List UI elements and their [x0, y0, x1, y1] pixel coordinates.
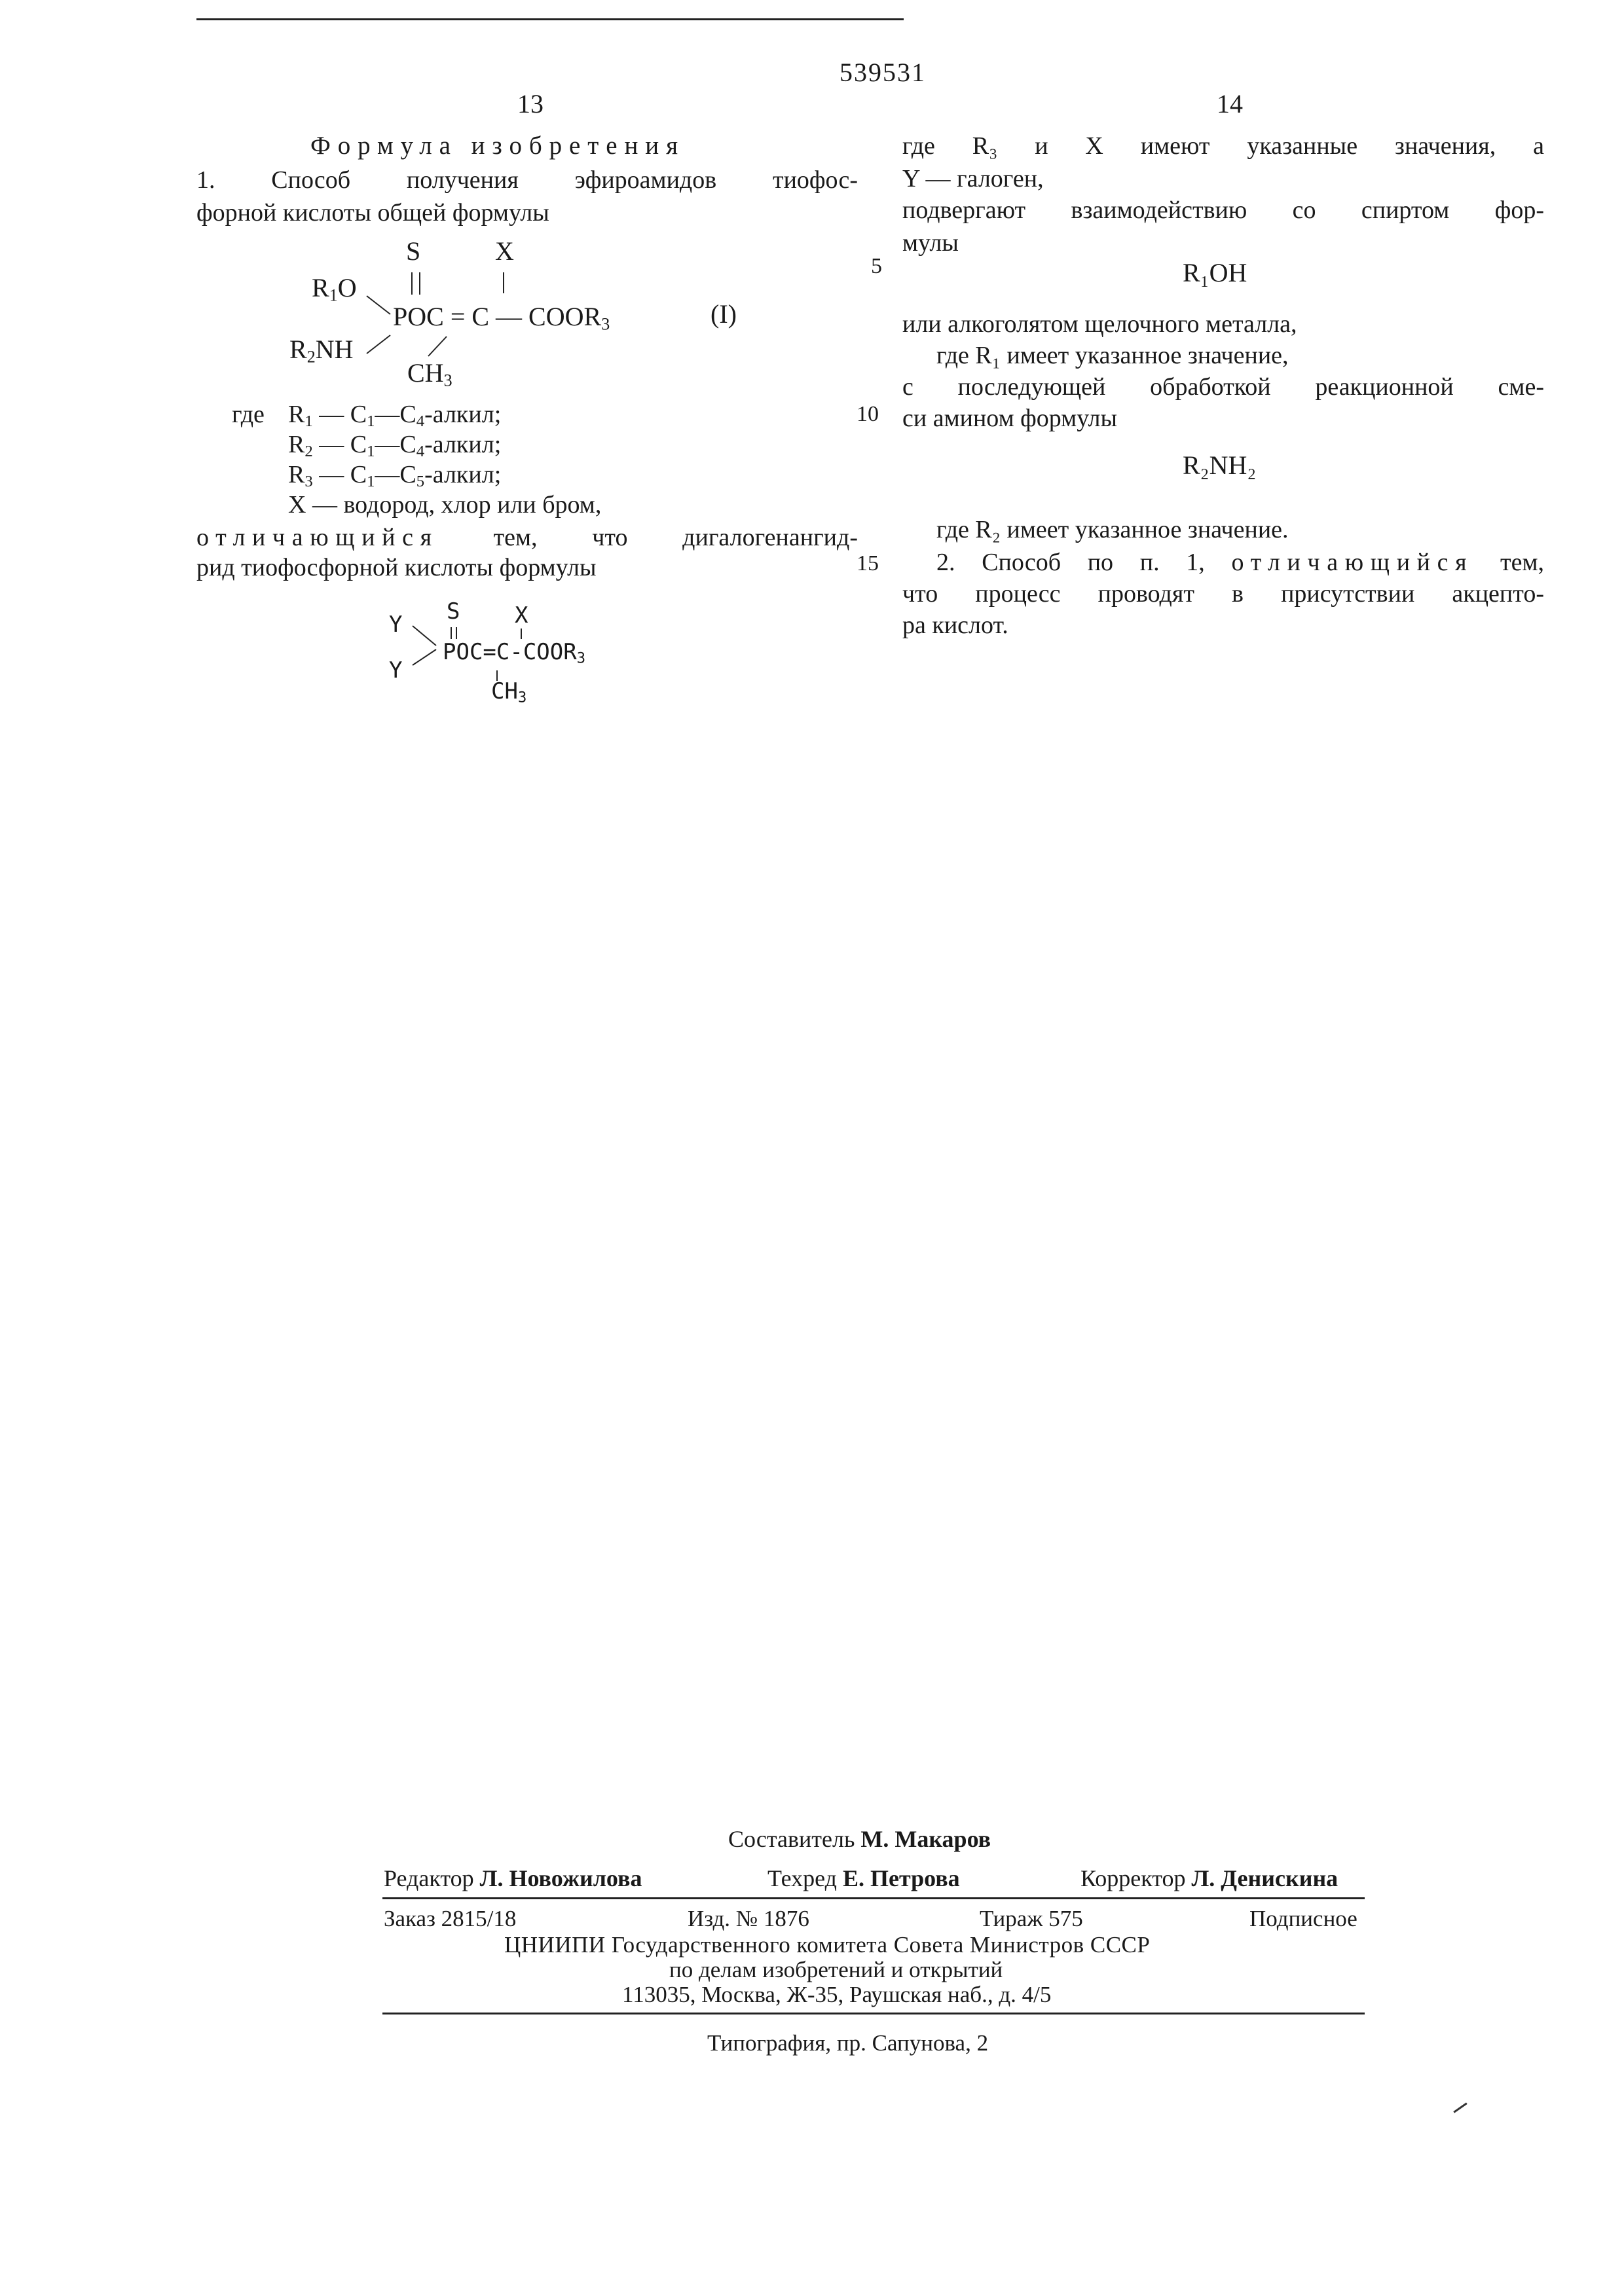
def-r3: $R_3$ — $C_1—C_5$-алкил; — [288, 461, 502, 491]
formula-2-methyl: $CH_3$ — [491, 678, 527, 706]
formula-r1oh: R₁OH — [1183, 258, 1247, 287]
formula-1-r2nh: $R_2NH$ — [289, 335, 354, 367]
right-line3: подвергают взаимодействию со спиртом фор- — [902, 196, 1544, 224]
imprint-order: Заказ 2815/18 — [384, 1906, 517, 1931]
formula-1-sulfur: S — [406, 236, 421, 266]
formula-1-double-bond — [411, 272, 420, 295]
formula-2-sulfur: S — [447, 598, 460, 625]
def-x: X — водород, хлор или бром, — [288, 491, 602, 519]
right-line9: где R₂ имеет указанное значение. — [936, 516, 1289, 543]
formula-2 — [386, 589, 701, 714]
formula-2-x: X — [515, 602, 528, 629]
formula-1 — [262, 236, 773, 393]
imprint-rule-top — [382, 1897, 1365, 1899]
line-number-15: 15 — [857, 551, 879, 575]
claim2-line2: что процесс проводят в присутствии акцепто- — [902, 580, 1544, 608]
right-line6: где R₁ имеет указанное значение, — [936, 342, 1289, 369]
imprint-edition: Изд. № 1876 — [688, 1906, 809, 1931]
formula-2-single-bond — [521, 629, 522, 639]
imprint-org-line1: ЦНИИПИ Государственного комитета Совета Министров СССР — [504, 1932, 1151, 1958]
def-where: где — [232, 401, 265, 428]
imprint-address: 113035, Москва, Ж-35, Раушская наб., д. 4/5 — [622, 1982, 1052, 2007]
right-line8: си амином формулы — [902, 405, 1118, 432]
def-r2: $R_2$ — $C_1—C_4$-алкил; — [288, 431, 502, 461]
formula-1-single-bond — [503, 272, 504, 293]
imprint-subscription: Подписное — [1249, 1906, 1357, 1931]
distinguishing-line2: рид тиофосфорной кислоты формулы — [196, 554, 597, 581]
line-number-10: 10 — [857, 402, 879, 426]
formula-1-x: X — [495, 236, 514, 266]
imprint-editor: Редактор Л. Новожилова — [384, 1865, 642, 1891]
top-rule — [196, 18, 904, 20]
patent-number: 539531 — [840, 58, 926, 87]
right-line7: с последующей обработкой реакционной сме- — [902, 373, 1544, 401]
formula-2-branch-lines — [410, 619, 443, 672]
imprint-techred: Техред Е. Петрова — [767, 1865, 960, 1891]
imprint-org-line2: по делам изобретений и открытий — [669, 1957, 1003, 1982]
imprint-typography: Типография, пр. Сапунова, 2 — [707, 2030, 989, 2056]
claims-heading: Формула изобретения — [310, 132, 685, 160]
right-line4: мулы — [902, 229, 959, 257]
formula-1-methyl: $CH_3$ — [407, 358, 452, 390]
claim1-line1: 1. Способ получения эфироамидов тиофос- — [196, 166, 858, 194]
right-line5: или алкоголятом щелочного металла, — [902, 310, 1297, 338]
distinguishing-line1: отличающийся тем, что дигалогенангид- — [196, 524, 858, 551]
line-number-5: 5 — [871, 254, 882, 278]
page-number-left: 13 — [517, 89, 544, 118]
imprint-rule-bottom — [382, 2013, 1365, 2014]
formula-r2nh2: R₂NH₂ — [1183, 450, 1257, 480]
imprint-circulation: Тираж 575 — [980, 1906, 1083, 1931]
formula-1-r1o: $R_1O$ — [312, 273, 357, 305]
formula-2-y-lower: Y — [389, 657, 403, 683]
formula-1-backbone: POC = C — $COOR_3$ — [393, 302, 610, 334]
claim2-line1: 2. Способ по п. 1, отличающийся тем, — [936, 549, 1545, 576]
formula-1-methyl-bond — [424, 334, 451, 360]
formula-1-label: (I) — [710, 299, 737, 329]
formula-2-double-bond — [451, 627, 457, 639]
right-line1: где R₃ и X имеют указанные значения, а — [902, 132, 1544, 160]
scan-mark — [1453, 2102, 1467, 2113]
formula-2-backbone: $POC=C-COOR_3$ — [443, 639, 586, 667]
right-line2: Y — галоген, — [902, 165, 1044, 192]
formula-2-y-upper: Y — [389, 611, 403, 638]
page-number-right: 14 — [1217, 89, 1243, 118]
claim1-line2: форной кислоты общей формулы — [196, 199, 549, 227]
claim2-line3: ра кислот. — [902, 611, 1008, 639]
imprint-compiler: Составитель М. Макаров — [728, 1826, 991, 1852]
imprint-corrector: Корректор Л. Денискина — [1080, 1865, 1338, 1891]
def-r1: $R_1$ — $C_1—C_4$-алкил; — [288, 401, 502, 431]
